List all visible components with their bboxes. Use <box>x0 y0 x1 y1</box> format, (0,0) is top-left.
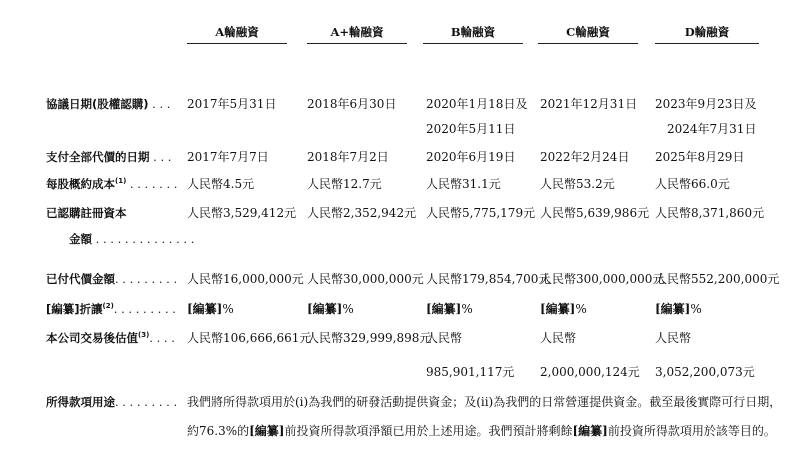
cell-registered-capital-d: 人民幣8,371,860元 <box>655 206 765 220</box>
cell-consideration-paid-b: 人民幣179,854,700元 <box>426 272 551 286</box>
cell-discount-a-plus <box>307 302 354 316</box>
cell-agreement-date-d: 2023年9月23日及 <box>655 97 757 111</box>
row-label-text: 金額 <box>69 232 92 246</box>
leader-dots: . . . . . . . . . . . . . . <box>92 232 195 246</box>
redacted-marker: [編纂] <box>655 302 691 316</box>
cell-registered-capital-a: 人民幣3,529,412元 <box>187 206 297 220</box>
cell-consideration-paid-d: 人民幣552,200,000元 <box>655 272 780 286</box>
cell-valuation-a: 人民幣106,666,661元 <box>187 331 312 345</box>
row-label-discount <box>46 302 176 316</box>
row-label-text: 協議日期(股權認購) <box>46 97 149 111</box>
cell-registered-capital-c: 人民幣5,639,986元 <box>540 206 650 220</box>
cell-discount-d <box>655 302 702 316</box>
text-segment: 前投資所得款項用於該等目的。 <box>607 424 776 438</box>
row-label-registered-capital: 已認購註冊資本 <box>46 206 127 220</box>
leader-dots: . . . . . . . . . <box>115 395 178 409</box>
cell-discount-c <box>540 302 587 316</box>
row-label-text: 本公司交易後估值 <box>46 331 138 345</box>
cell-payment-date-b: 2020年6月19日 <box>426 150 516 164</box>
cell-cost-per-share-b: 人民幣31.1元 <box>426 177 501 191</box>
cell-consideration-paid-a-plus: 人民幣30,000,000元 <box>307 272 424 286</box>
column-header-underline <box>307 43 407 44</box>
cell-registered-capital-b: 人民幣5,775,179元 <box>426 206 536 220</box>
column-header-underline <box>538 43 638 44</box>
percent-sign: % <box>575 302 587 316</box>
use-of-proceeds-text-line2 <box>187 424 776 438</box>
cell-payment-date-d: 2025年8月29日 <box>655 150 745 164</box>
leader-dots: . . . <box>148 97 171 111</box>
redacted-marker: [編纂] <box>307 302 343 316</box>
cell-agreement-date-b: 2020年1月18日及 <box>426 97 528 111</box>
footnote-marker: (3) <box>138 331 150 339</box>
leader-dots: . . . <box>149 150 172 164</box>
cell-agreement-date-a-plus: 2018年6月30日 <box>307 97 397 111</box>
cell-consideration-paid-c: 人民幣300,000,000元 <box>540 272 665 286</box>
row-label-post-money-valuation <box>46 331 175 345</box>
row-label-payment-date <box>46 150 171 164</box>
cell-payment-date-a-plus: 2018年7月2日 <box>307 150 389 164</box>
row-label-use-of-proceeds <box>46 395 177 409</box>
redacted-marker: [編纂] <box>426 302 462 316</box>
percent-sign: % <box>222 302 234 316</box>
cell-valuation-d: 人民幣 <box>655 331 692 345</box>
redacted-marker: [編纂] <box>572 424 608 438</box>
cell-valuation-a-plus: 人民幣329,999,898元 <box>307 331 432 345</box>
cell-cost-per-share-d: 人民幣66.0元 <box>655 177 730 191</box>
row-label-registered-capital-line2 <box>69 232 194 246</box>
cell-consideration-paid-a: 人民幣16,000,000元 <box>187 272 304 286</box>
cell-cost-per-share-a-plus: 人民幣12.7元 <box>307 177 382 191</box>
column-header-c: C輪融資 <box>566 25 610 39</box>
footnote-marker: (2) <box>102 302 114 310</box>
text-segment: 約76.3%的 <box>187 424 250 438</box>
leader-dots: . . . . <box>149 331 175 345</box>
cell-discount-a <box>187 302 234 316</box>
cell-agreement-date-c: 2021年12月31日 <box>540 97 638 111</box>
row-label-cost-per-share <box>46 177 177 191</box>
leader-dots: . . . . . . . . . <box>115 272 178 286</box>
column-header-b: B輪融資 <box>450 25 496 39</box>
row-label-consideration-paid <box>46 272 177 286</box>
cell-agreement-date-d-line2: 2024年7月31日 <box>667 122 757 136</box>
redacted-marker: [編纂] <box>187 302 223 316</box>
column-header-d: D輪融資 <box>684 25 730 39</box>
cell-registered-capital-a-plus: 人民幣2,352,942元 <box>307 206 417 220</box>
column-header-underline <box>655 43 759 44</box>
cell-valuation-d-line2: 3,052,200,073元 <box>655 365 755 379</box>
leader-dots: . . . . . . . . . <box>113 302 176 316</box>
row-label-agreement-date <box>46 97 170 111</box>
percent-sign: % <box>690 302 702 316</box>
leader-dots: . . . . . . . <box>126 177 178 191</box>
cell-valuation-b: 人民幣 <box>426 331 463 345</box>
cell-cost-per-share-a: 人民幣4.5元 <box>187 177 255 191</box>
cell-payment-date-a: 2017年7月7日 <box>187 150 269 164</box>
column-header-a-plus: A+輪融資 <box>330 25 384 39</box>
column-header-a: A輪融資 <box>215 25 259 39</box>
percent-sign: % <box>461 302 473 316</box>
cell-valuation-c: 人民幣 <box>540 331 577 345</box>
column-header-underline <box>187 43 287 44</box>
cell-valuation-b-line2: 985,901,117元 <box>426 365 515 379</box>
use-of-proceeds-text-line1: 我們將所得款項用於(i)為我們的研發活動提供資金；及(ii)為我們的日常營運提供資金。截至最後實際可行日期， <box>187 395 782 409</box>
percent-sign: % <box>342 302 354 316</box>
redacted-marker: [編纂] <box>540 302 576 316</box>
column-header-underline <box>423 43 523 44</box>
row-label-text: 支付全部代價的日期 <box>46 150 150 164</box>
row-label-text: [編纂]折讓 <box>46 302 103 316</box>
text-segment: 前投資所得款項淨額已用於上述用途。我們預計將剩餘 <box>284 424 573 438</box>
row-label-text: 所得款項用途 <box>46 395 115 409</box>
cell-payment-date-c: 2022年2月24日 <box>540 150 630 164</box>
cell-discount-b <box>426 302 473 316</box>
row-label-text: 每股概約成本 <box>46 177 115 191</box>
cell-valuation-c-line2: 2,000,000,124元 <box>540 365 640 379</box>
row-label-text: 已付代價金額 <box>46 272 115 286</box>
cell-cost-per-share-c: 人民幣53.2元 <box>540 177 615 191</box>
redacted-marker: [編纂] <box>249 424 285 438</box>
cell-agreement-date-b-line2: 2020年5月11日 <box>426 122 516 136</box>
footnote-marker: (1) <box>115 177 127 185</box>
cell-agreement-date-a: 2017年5月31日 <box>187 97 277 111</box>
